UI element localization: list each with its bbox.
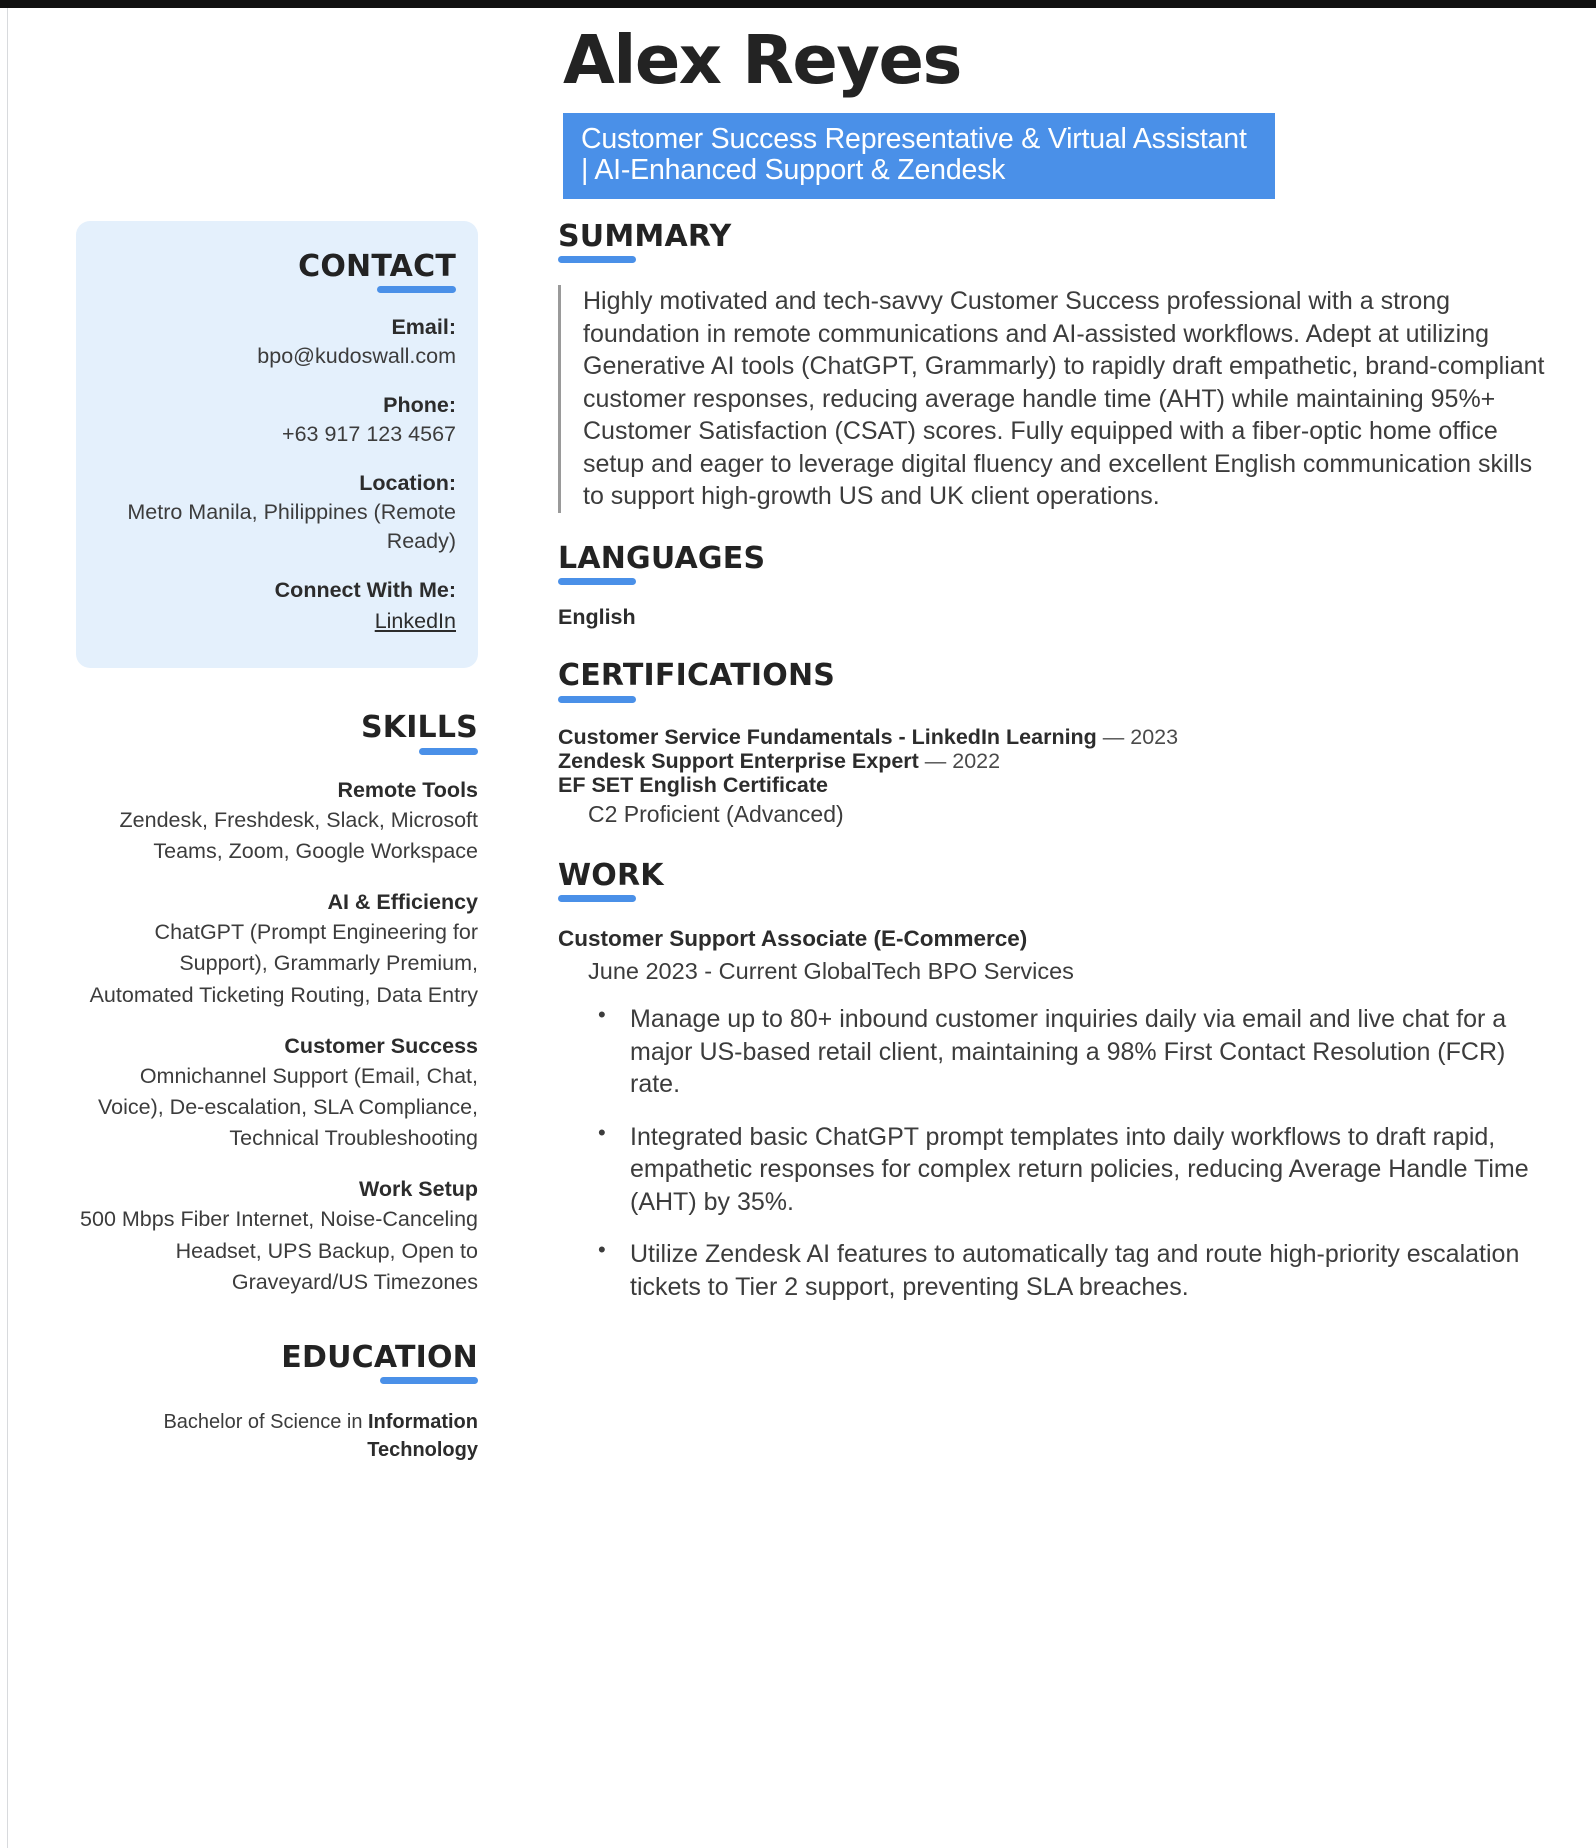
skill-group-value: ChatGPT (Prompt Engineering for Support), Grammarly Premium, Automated Ticketing Routing, Data Entry xyxy=(89,920,478,1007)
language-item: English xyxy=(558,605,636,630)
email-label: Email: xyxy=(391,315,456,340)
contact-location-field xyxy=(98,469,456,556)
contact-heading-wrap xyxy=(98,248,456,294)
education-entry xyxy=(76,1408,478,1464)
resume-page xyxy=(8,8,1596,1848)
location-value: Metro Manila, Philippines (Remote Ready) xyxy=(127,500,456,554)
top-edge-bar xyxy=(0,0,1596,8)
contact-phone-field xyxy=(98,391,456,449)
skills-section xyxy=(76,712,478,1298)
skills-heading: SKILLS xyxy=(361,712,478,755)
candidate-title-banner: Customer Success Representative & Virtual Assistant | AI-Enhanced Support & Zendesk xyxy=(563,113,1275,199)
education-heading-wrap xyxy=(76,1339,478,1385)
email-value[interactable]: bpo@kudoswall.com xyxy=(257,344,456,369)
work-heading-wrap xyxy=(558,857,1556,903)
skill-group-name: Remote Tools xyxy=(337,777,478,802)
location-label: Location: xyxy=(359,471,456,496)
job-bullets xyxy=(558,1003,1556,1303)
skill-group xyxy=(76,775,478,867)
education-degree-field: Information Technology xyxy=(367,1411,478,1462)
work-entry xyxy=(558,924,1556,1303)
skill-group-name: Work Setup xyxy=(358,1177,478,1202)
certifications-heading-wrap xyxy=(558,660,1556,703)
job-title: Customer Support Associate (E-Commerce) xyxy=(558,926,1028,952)
skill-group xyxy=(76,887,478,1011)
certification-year: — 2023 xyxy=(1102,724,1179,749)
summary-section xyxy=(558,218,1556,513)
main-column xyxy=(478,218,1596,1334)
contact-heading: CONTACT xyxy=(298,251,456,294)
resume-columns xyxy=(8,218,1596,1465)
certification-row xyxy=(558,749,1556,773)
job-bullet: • Utilize Zendesk AI features to automatically tag and route high-priority escalation tickets to Tier 2 support, preventing SLA breaches. xyxy=(630,1238,1556,1303)
contact-card xyxy=(76,221,478,669)
sidebar xyxy=(8,221,478,1465)
skill-group-name: Customer Success xyxy=(284,1033,478,1058)
job-meta: June 2023 - Current GlobalTech BPO Services xyxy=(588,957,1074,984)
skill-group xyxy=(76,1174,478,1298)
education-degree-prefix: Bachelor of Science in xyxy=(163,1411,368,1434)
work-heading: WORK xyxy=(558,860,664,903)
skills-heading-wrap xyxy=(76,712,478,755)
languages-heading: LANGUAGES xyxy=(558,543,765,586)
certification-year: — 2022 xyxy=(924,748,1001,773)
work-section xyxy=(558,857,1556,1303)
languages-section xyxy=(558,540,1556,631)
skill-group xyxy=(76,1031,478,1155)
skill-group-name: AI & Efficiency xyxy=(327,890,478,915)
languages-heading-wrap xyxy=(558,540,1556,586)
summary-heading-wrap xyxy=(558,218,1556,264)
certifications-list xyxy=(558,725,1556,830)
candidate-name: Alex Reyes xyxy=(563,21,961,99)
education-section xyxy=(76,1339,478,1465)
certification-name: EF SET English Certificate xyxy=(558,772,828,797)
phone-value[interactable]: +63 917 123 4567 xyxy=(282,422,456,447)
summary-heading: SUMMARY xyxy=(558,221,731,264)
certifications-section xyxy=(558,660,1556,830)
resume-header xyxy=(8,8,1596,199)
job-bullet: • Manage up to 80+ inbound customer inquiries daily via email and live chat for a major US-based retail client, maintaining a 98% First Contact Resolution (FCR) rate. xyxy=(630,1003,1556,1101)
certification-name: Customer Service Fundamentals - LinkedIn Learning xyxy=(558,724,1097,749)
certifications-heading: CERTIFICATIONS xyxy=(558,660,835,703)
linkedin-link[interactable]: LinkedIn xyxy=(374,609,456,634)
contact-connect-field xyxy=(98,576,456,634)
phone-label: Phone: xyxy=(383,393,456,418)
contact-email-field xyxy=(98,313,456,371)
skill-group-value: 500 Mbps Fiber Internet, Noise-Canceling Headset, UPS Backup, Open to Graveyard/US Timezones xyxy=(80,1207,478,1294)
job-bullet: • Integrated basic ChatGPT prompt templates into daily workflows to draft rapid, empathetic responses for complex return policies, reducing Average Handle Time (AHT) by 35%. xyxy=(630,1121,1556,1219)
connect-label: Connect With Me: xyxy=(274,578,456,603)
skill-group-value: Zendesk, Freshdesk, Slack, Microsoft Teams, Zoom, Google Workspace xyxy=(119,807,478,863)
certification-row xyxy=(558,773,1556,797)
skill-group-value: Omnichannel Support (Email, Chat, Voice), De-escalation, SLA Compliance, Technical Troubleshooting xyxy=(97,1063,478,1151)
certification-detail: C2 Proficient (Advanced) xyxy=(588,800,844,827)
certification-name: Zendesk Support Enterprise Expert xyxy=(558,748,919,773)
education-heading: EDUCATION xyxy=(281,1342,478,1385)
certification-row xyxy=(558,725,1556,749)
summary-body: Highly motivated and tech-savvy Customer Success professional with a strong foundation in remote communications and AI-assisted workflows. Adept at utilizing Generative AI tools (ChatGPT, Grammarly) to rapidly draft empathetic, brand-compliant customer responses, reducing average handle time (AHT) while maintaining 95%+ Customer Satisfaction (CSAT) scores. Fully equipped with a fiber-optic home office setup and eager to leverage digital fluency and excellent English communication skills to support high-growth US and UK client operations. xyxy=(558,285,1556,513)
